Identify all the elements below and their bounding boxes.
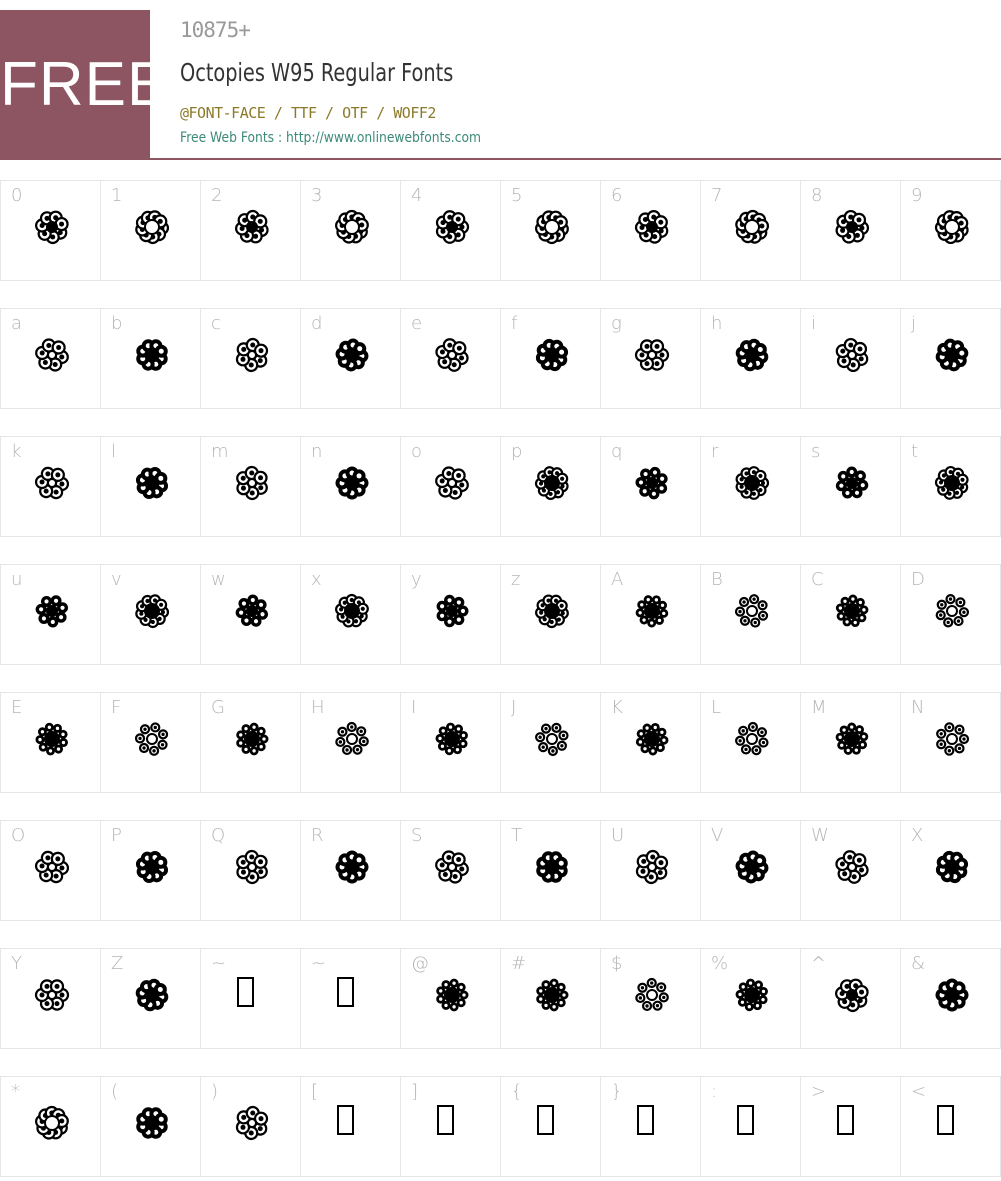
ornament-glyph-icon [32,1103,72,1143]
glyph-cell [400,308,501,409]
glyph-key-label: C [811,569,824,590]
ornament-glyph-icon [832,975,872,1015]
glyph-key-label: K [611,697,623,718]
format-links [180,104,436,122]
glyph-key-label: : [711,1081,718,1102]
glyph-key-label: I [411,697,417,718]
glyph-key-label: x [311,569,322,590]
ornament-glyph-icon [432,591,472,631]
glyph-key-label: D [911,569,925,590]
missing-glyph-icon [737,1105,754,1135]
glyph-cell [600,308,701,409]
glyph-cell [100,948,201,1049]
glyph-key-label: g [611,313,622,334]
glyph-key-label: e [411,313,423,334]
glyph-cell [900,436,1001,537]
glyph-cell [600,436,701,537]
glyph-key-label: d [311,313,323,334]
missing-glyph-icon [537,1105,554,1135]
glyph-cell [0,948,101,1049]
glyph-cell [800,308,901,409]
glyph-row [0,1076,1001,1176]
ornament-glyph-icon [32,719,72,759]
glyph-key-label: ^ [811,953,827,974]
ornament-glyph-icon [532,591,572,631]
ornament-glyph-icon [432,847,472,887]
glyph-cell [0,692,101,793]
format-link-woff2[interactable]: WOFF2 [393,104,436,122]
missing-glyph-icon [637,1105,654,1135]
glyph-cell [200,180,301,281]
glyph-cell [200,820,301,921]
ornament-glyph-icon [232,719,272,759]
ornament-glyph-icon [232,463,272,503]
glyph-cell [900,564,1001,665]
header-divider [0,158,1001,160]
glyph-cell [300,692,401,793]
glyph-key-label: P [111,825,122,846]
glyph-key-label: B [711,569,723,590]
glyph-cell [700,564,801,665]
ornament-glyph-icon [332,463,372,503]
glyph-key-label: q [611,441,623,462]
glyph-row [0,436,1001,536]
glyph-key-label: 0 [11,185,23,206]
glyph-cell [700,1076,801,1177]
ornament-glyph-icon [32,975,72,1015]
glyph-key-label: 9 [911,185,923,206]
glyph-cell [700,692,801,793]
glyph-key-label: H [311,697,325,718]
glyph-key-label: t [911,441,919,462]
glyph-cell [400,692,501,793]
ornament-glyph-icon [232,335,272,375]
glyph-cell [200,692,301,793]
glyph-cell [200,948,301,1049]
ornament-glyph-icon [632,463,672,503]
glyph-key-label: n [311,441,323,462]
glyph-key-label: @ [411,953,429,974]
ornament-glyph-icon [532,335,572,375]
ornament-glyph-icon [932,207,972,247]
glyph-key-label: l [111,441,117,462]
glyph-cell [700,308,801,409]
ornament-glyph-icon [932,335,972,375]
site-link[interactable]: Free Web Fonts : http://www.onlinewebfonts.com [180,130,482,146]
glyph-key-label: % [711,953,729,974]
ornament-glyph-icon [232,847,272,887]
ornament-glyph-icon [432,975,472,1015]
glyph-key-label: L [711,697,722,718]
ornament-glyph-icon [832,591,872,631]
glyph-key-label: u [11,569,23,590]
glyph-cell [500,436,601,537]
ornament-glyph-icon [532,463,572,503]
ornament-glyph-icon [32,847,72,887]
glyph-cell [100,564,201,665]
glyph-key-label: $ [611,953,623,974]
glyph-key-label: 3 [311,185,323,206]
glyph-cell [500,820,601,921]
glyph-key-label: y [411,569,422,590]
glyph-key-label: ( [111,1081,119,1102]
glyph-cell [800,180,901,281]
ornament-glyph-icon [32,591,72,631]
glyph-cell [400,180,501,281]
free-badge: FREE [0,10,150,160]
ornament-glyph-icon [432,463,472,503]
glyph-key-label: # [511,953,527,974]
glyph-key-label: ~ [211,953,227,974]
ornament-glyph-icon [832,847,872,887]
ornament-glyph-icon [532,207,572,247]
glyph-key-label: 4 [411,185,423,206]
glyph-key-label: } [611,1081,623,1102]
glyph-key-label: r [711,441,719,462]
glyph-cell [400,564,501,665]
glyph-cell [100,692,201,793]
glyph-cell [800,1076,901,1177]
glyph-key-label: F [111,697,122,718]
ornament-glyph-icon [332,719,372,759]
glyph-key-label: Y [11,953,22,974]
glyph-cell [600,564,701,665]
glyph-cell [900,692,1001,793]
glyph-key-label: j [911,313,917,334]
glyph-cell [100,820,201,921]
glyph-cell [700,948,801,1049]
ornament-glyph-icon [332,335,372,375]
glyph-row [0,692,1001,792]
glyph-key-label: X [911,825,924,846]
glyph-cell [600,948,701,1049]
glyph-cell [300,948,401,1049]
missing-glyph-icon [937,1105,954,1135]
glyph-cell [800,564,901,665]
format-link-otf[interactable]: OTF [342,104,368,122]
glyph-row [0,948,1001,1048]
ornament-glyph-icon [632,975,672,1015]
glyph-key-label: o [411,441,423,462]
glyph-key-label: i [811,313,817,334]
ornament-glyph-icon [332,207,372,247]
ornament-glyph-icon [132,975,172,1015]
glyph-cell [200,436,301,537]
glyph-cell [300,564,401,665]
glyph-key-label: a [11,313,23,334]
glyph-cell [800,692,901,793]
ornament-glyph-icon [32,335,72,375]
glyph-cell [600,1076,701,1177]
glyph-key-label: S [411,825,423,846]
glyph-key-label: G [211,697,225,718]
glyph-cell [0,1076,101,1177]
glyph-cell [400,436,501,537]
glyph-key-label: b [111,313,123,334]
glyph-cell [200,1076,301,1177]
glyph-cell [600,180,701,281]
ornament-glyph-icon [232,591,272,631]
ornament-glyph-icon [832,719,872,759]
ornament-glyph-icon [532,975,572,1015]
glyph-cell [0,180,101,281]
glyph-cell [500,948,601,1049]
glyph-key-label: V [711,825,724,846]
glyph-key-label: [ [311,1081,319,1102]
glyph-key-label: ) [211,1081,219,1102]
glyph-cell [400,820,501,921]
ornament-glyph-icon [932,975,972,1015]
glyph-key-label: f [511,313,518,334]
ornament-glyph-icon [332,591,372,631]
ornament-glyph-icon [132,463,172,503]
ornament-glyph-icon [232,207,272,247]
glyph-cell [0,436,101,537]
glyph-key-label: p [511,441,523,462]
ornament-glyph-icon [232,1103,272,1143]
format-separator: / [273,104,283,122]
glyph-key-label: ] [411,1081,419,1102]
glyph-cell [0,564,101,665]
ornament-glyph-icon [532,719,572,759]
glyph-key-label: A [611,569,624,590]
ornament-glyph-icon [832,207,872,247]
font-count: 10875+ [180,18,250,42]
glyph-cell [500,564,601,665]
ornament-glyph-icon [832,463,872,503]
ornament-glyph-icon [32,207,72,247]
glyph-row [0,564,1001,664]
ornament-glyph-icon [332,847,372,887]
glyph-key-label: ~ [311,953,327,974]
glyph-cell [300,820,401,921]
glyph-cell [100,180,201,281]
glyph-cell [100,436,201,537]
ornament-glyph-icon [632,591,672,631]
glyph-key-label: T [511,825,522,846]
glyph-cell [400,1076,501,1177]
glyph-key-label: 8 [811,185,823,206]
ornament-glyph-icon [632,207,672,247]
ornament-glyph-icon [32,463,72,503]
page-title: Octopies W95 Regular Fonts [180,58,454,87]
ornament-glyph-icon [632,335,672,375]
glyph-key-label: * [11,1081,20,1102]
glyph-key-label: W [811,825,829,846]
missing-glyph-icon [437,1105,454,1135]
glyph-cell [900,180,1001,281]
glyph-cell [600,820,701,921]
glyph-key-label: N [911,697,925,718]
glyph-cell [800,436,901,537]
glyph-cell [700,180,801,281]
glyph-cell [200,564,301,665]
ornament-glyph-icon [132,335,172,375]
missing-glyph-icon [237,977,254,1007]
glyph-cell [900,1076,1001,1177]
glyph-cell [900,308,1001,409]
ornament-glyph-icon [532,847,572,887]
ornament-glyph-icon [932,463,972,503]
glyph-cell [300,308,401,409]
glyph-key-label: U [611,825,625,846]
ornament-glyph-icon [832,335,872,375]
glyph-cell [800,948,901,1049]
glyph-key-label: R [311,825,324,846]
glyph-key-label: 7 [711,185,723,206]
glyph-key-label: 2 [211,185,223,206]
ornament-glyph-icon [432,207,472,247]
ornament-glyph-icon [932,847,972,887]
ornament-glyph-icon [432,335,472,375]
glyph-key-label: m [211,441,229,462]
ornament-glyph-icon [132,719,172,759]
ornament-glyph-icon [932,719,972,759]
glyph-row [0,180,1001,280]
glyph-key-label: v [111,569,122,590]
format-link-ttf[interactable]: TTF [290,104,317,122]
glyph-cell [700,820,801,921]
format-link-fontface[interactable]: @FONT-FACE [180,104,266,122]
glyph-key-label: s [811,441,821,462]
glyph-cell [500,692,601,793]
glyph-cell [0,308,101,409]
glyph-row [0,308,1001,408]
glyph-key-label: > [811,1081,827,1102]
glyph-key-label: < [911,1081,927,1102]
glyph-key-label: J [511,697,517,718]
glyph-cell [800,820,901,921]
glyph-cell [900,820,1001,921]
missing-glyph-icon [837,1105,854,1135]
glyph-key-label: c [211,313,221,334]
glyph-key-label: h [711,313,723,334]
glyph-key-label: k [11,441,22,462]
ornament-glyph-icon [732,847,772,887]
glyph-key-label: z [511,569,521,590]
glyph-key-label: & [911,953,926,974]
ornament-glyph-icon [732,719,772,759]
missing-glyph-icon [337,1105,354,1135]
glyph-key-label: E [11,697,23,718]
glyph-cell [700,436,801,537]
missing-glyph-icon [337,977,354,1007]
glyph-cell [500,308,601,409]
glyph-cell [100,1076,201,1177]
glyph-cell [900,948,1001,1049]
glyph-key-label: Z [111,953,124,974]
glyph-cell [100,308,201,409]
glyph-key-label: Q [211,825,226,846]
glyph-key-label: w [211,569,226,590]
glyph-cell [300,180,401,281]
format-separator: / [325,104,334,122]
glyph-key-label: { [511,1081,523,1102]
ornament-glyph-icon [732,591,772,631]
glyph-cell [500,180,601,281]
glyph-cell [500,1076,601,1177]
ornament-glyph-icon [732,207,772,247]
glyph-key-label: M [811,697,827,718]
ornament-glyph-icon [132,1103,172,1143]
ornament-glyph-icon [432,719,472,759]
glyph-key-label: O [11,825,26,846]
glyph-key-label: 6 [611,185,623,206]
ornament-glyph-icon [632,847,672,887]
ornament-glyph-icon [132,591,172,631]
ornament-glyph-icon [732,463,772,503]
ornament-glyph-icon [932,591,972,631]
glyph-cell [300,1076,401,1177]
glyph-cell [0,820,101,921]
format-separator: / [376,104,385,122]
glyph-cell [300,436,401,537]
ornament-glyph-icon [132,207,172,247]
glyph-cell [400,948,501,1049]
ornament-glyph-icon [732,975,772,1015]
glyph-key-label: 5 [511,185,523,206]
ornament-glyph-icon [632,719,672,759]
glyph-key-label: 1 [111,185,123,206]
ornament-glyph-icon [732,335,772,375]
ornament-glyph-icon [132,847,172,887]
glyph-cell [600,692,701,793]
glyph-cell [200,308,301,409]
glyph-row [0,820,1001,920]
